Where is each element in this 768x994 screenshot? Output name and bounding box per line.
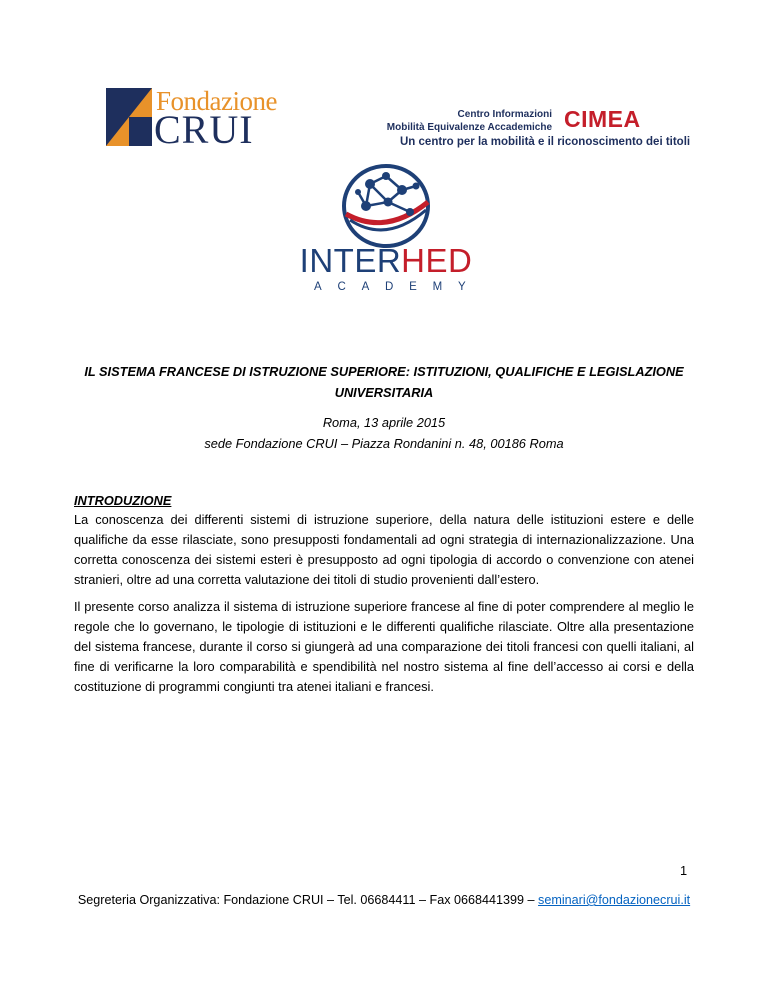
cimea-logo-tagline: Un centro per la mobilità e il riconoscimento dei titoli bbox=[400, 136, 691, 148]
event-date: Roma, 13 aprile 2015 bbox=[322, 415, 446, 430]
paragraph: La conoscenza dei differenti sistemi di istruzione superiore, della natura delle istituzioni estere e delle qualifiche da esse rilasciate, sono presupposti fondamentali ad ogni strategia di internazionalizzazione. Una corretta conoscenza dei sistemi esteri è presupposto ad ogni tipologia di accordo o convenzione con atenei stranieri, oltre ad una corretta valutazione dei titoli di studio provenienti dall’estero. bbox=[74, 512, 694, 587]
interhed-wordmark-hed: HED bbox=[401, 242, 473, 279]
cimea-logo-brand: CIMEA bbox=[564, 106, 641, 132]
page-number: 1 bbox=[680, 863, 688, 878]
interhed-wordmark bbox=[296, 243, 476, 279]
paragraph: Il presente corso analizza il sistema di istruzione superiore francese al fine di poter comprendere al meglio le regole che lo governano, le tipologie di istituzioni e le differenti qualifiche rilasciate. Oltre alla presentazione del sistema francese, durante il corso si giungerà ad una comparazione dei titoli francesi con quelli italiani, al fine di verificarne la loro comparabilità e spendibilità nel nostro sistema al fine dell’accesso ai corsi e della costituzione di programmi congiunti tra atenei italiani e francesi. bbox=[74, 599, 694, 694]
section-heading-introduzione: INTRODUZIONE bbox=[74, 493, 172, 508]
footer-contact-text: Segreteria Organizzativa: Fondazione CRUI – Tel. 06684411 – Fax 0668441399 – bbox=[77, 893, 539, 907]
event-venue: sede Fondazione CRUI – Piazza Rondanini n. 48, 00186 Roma bbox=[204, 436, 564, 451]
interhed-academy-subtitle: ACADEMY bbox=[314, 281, 482, 293]
cimea-logo-line2: Mobilità Equivalenze Accademiche bbox=[386, 122, 552, 133]
footer-email-link[interactable]: seminari@fondazionecrui.it bbox=[538, 893, 691, 907]
crui-logo-fondazione-text: Fondazione bbox=[156, 86, 277, 116]
cimea-logo bbox=[386, 106, 691, 152]
cimea-logo-line1: Centro Informazioni bbox=[457, 109, 552, 120]
footer bbox=[0, 893, 768, 907]
fondazione-crui-logo bbox=[106, 86, 277, 152]
interhed-academy-logo bbox=[296, 160, 482, 293]
interhed-wordmark-inter: INTER bbox=[299, 242, 402, 279]
document-title: IL SISTEMA FRANCESE DI ISTRUZIONE SUPERIORE: ISTITUZIONI, QUALIFICHE E LEGISLAZIONE UNIVERSITARIA bbox=[84, 364, 684, 400]
globe-network-icon bbox=[340, 162, 432, 250]
crui-logo-crui-text: CRUI bbox=[154, 107, 254, 152]
crui-logo-mark-icon bbox=[106, 88, 152, 146]
